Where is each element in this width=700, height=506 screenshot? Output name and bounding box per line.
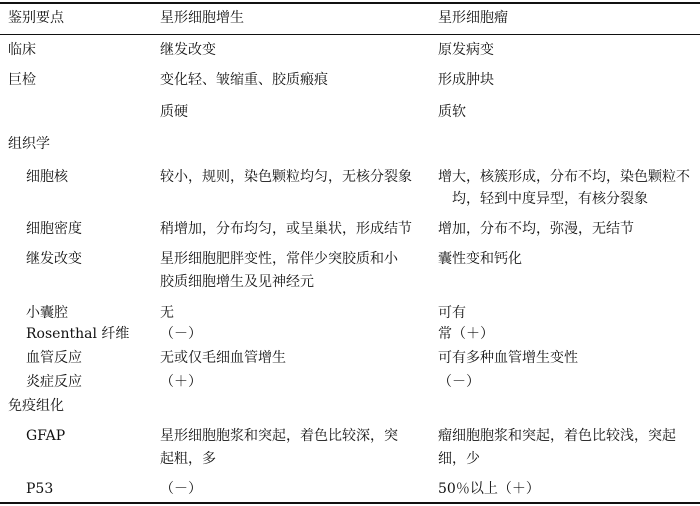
cell-rosenthal-tumor: 常（＋） (438, 326, 494, 342)
row-label-inflammatory: 炎症反应 (26, 374, 82, 390)
cell-rosenthal-hyperplasia: （－） (160, 326, 202, 342)
cell-gfap-hyperplasia-line1: 星形细胞胞浆和突起，着色比较深，突 (160, 428, 398, 444)
header-col-hyperplasia: 星形细胞增生 (160, 10, 244, 26)
cell-nucleus-tumor-line2: 均，轻到中度异型，有核分裂象 (452, 191, 648, 207)
section-label-ihc: 免疫组化 (8, 398, 64, 414)
row-label-microcyst: 小囊腔 (26, 305, 68, 321)
header-col-criteria: 鉴别要点 (8, 10, 64, 26)
cell-nucleus-hyperplasia: 较小，规则，染色颗粒均匀，无核分裂象 (160, 169, 412, 185)
row-label-nucleus: 细胞核 (26, 169, 68, 185)
cell-gfap-tumor-line1: 瘤细胞胞浆和突起，着色比较浅，突起 (438, 428, 676, 444)
row-label-density: 细胞密度 (26, 221, 82, 237)
cell-vascular-hyperplasia: 无或仅毛细血管增生 (160, 350, 286, 366)
cell-vascular-tumor: 可有多种血管增生变性 (438, 350, 578, 366)
cell-microcyst-tumor: 可有 (438, 305, 466, 321)
section-label-histology: 组织学 (8, 136, 50, 152)
table-top-rule (0, 2, 700, 4)
cell-clinical-tumor: 原发病变 (438, 42, 494, 58)
table-header-rule (0, 34, 700, 35)
cell-density-hyperplasia: 稍增加，分布均匀，或呈巢状，形成结节 (160, 221, 412, 237)
cell-gross-tumor: 形成肿块 (438, 72, 494, 88)
header-col-tumor: 星形细胞瘤 (438, 10, 508, 26)
row-label-vascular: 血管反应 (26, 350, 82, 366)
cell-clinical-hyperplasia: 继发改变 (160, 42, 216, 58)
row-label-rosenthal: Rosenthal 纤维 (26, 326, 130, 342)
row-label-clinical: 临床 (8, 42, 36, 58)
cell-gross-hyperplasia: 变化轻、皱缩重、胶质瘢痕 (160, 72, 328, 88)
cell-texture-tumor: 质软 (438, 104, 466, 120)
row-label-p53: P53 (26, 481, 54, 497)
cell-secondary-hyperplasia-line2: 胶质细胞增生及见神经元 (160, 274, 314, 290)
cell-inflammatory-hyperplasia: （＋） (160, 374, 202, 390)
row-label-gross: 巨检 (8, 72, 36, 88)
cell-p53-tumor: 50％以上（＋） (438, 481, 540, 497)
cell-gfap-hyperplasia-line2: 起粗，多 (160, 451, 216, 467)
cell-inflammatory-tumor: （－） (438, 374, 480, 390)
cell-density-tumor: 增加，分布不均，弥漫，无结节 (438, 221, 634, 237)
cell-texture-hyperplasia: 质硬 (160, 104, 188, 120)
cell-gfap-tumor-line2: 细，少 (438, 451, 480, 467)
row-label-gfap: GFAP (26, 428, 66, 444)
cell-p53-hyperplasia: （－） (160, 481, 202, 497)
table-bottom-rule (0, 502, 700, 504)
cell-nucleus-tumor-line1: 增大，核簇形成，分布不均，染色颗粒不 (438, 169, 690, 185)
cell-secondary-hyperplasia-line1: 星形细胞肥胖变性，常伴少突胶质和小 (160, 251, 398, 267)
cell-secondary-tumor: 囊性变和钙化 (438, 251, 522, 267)
row-label-secondary: 继发改变 (26, 251, 82, 267)
cell-microcyst-hyperplasia: 无 (160, 305, 174, 321)
